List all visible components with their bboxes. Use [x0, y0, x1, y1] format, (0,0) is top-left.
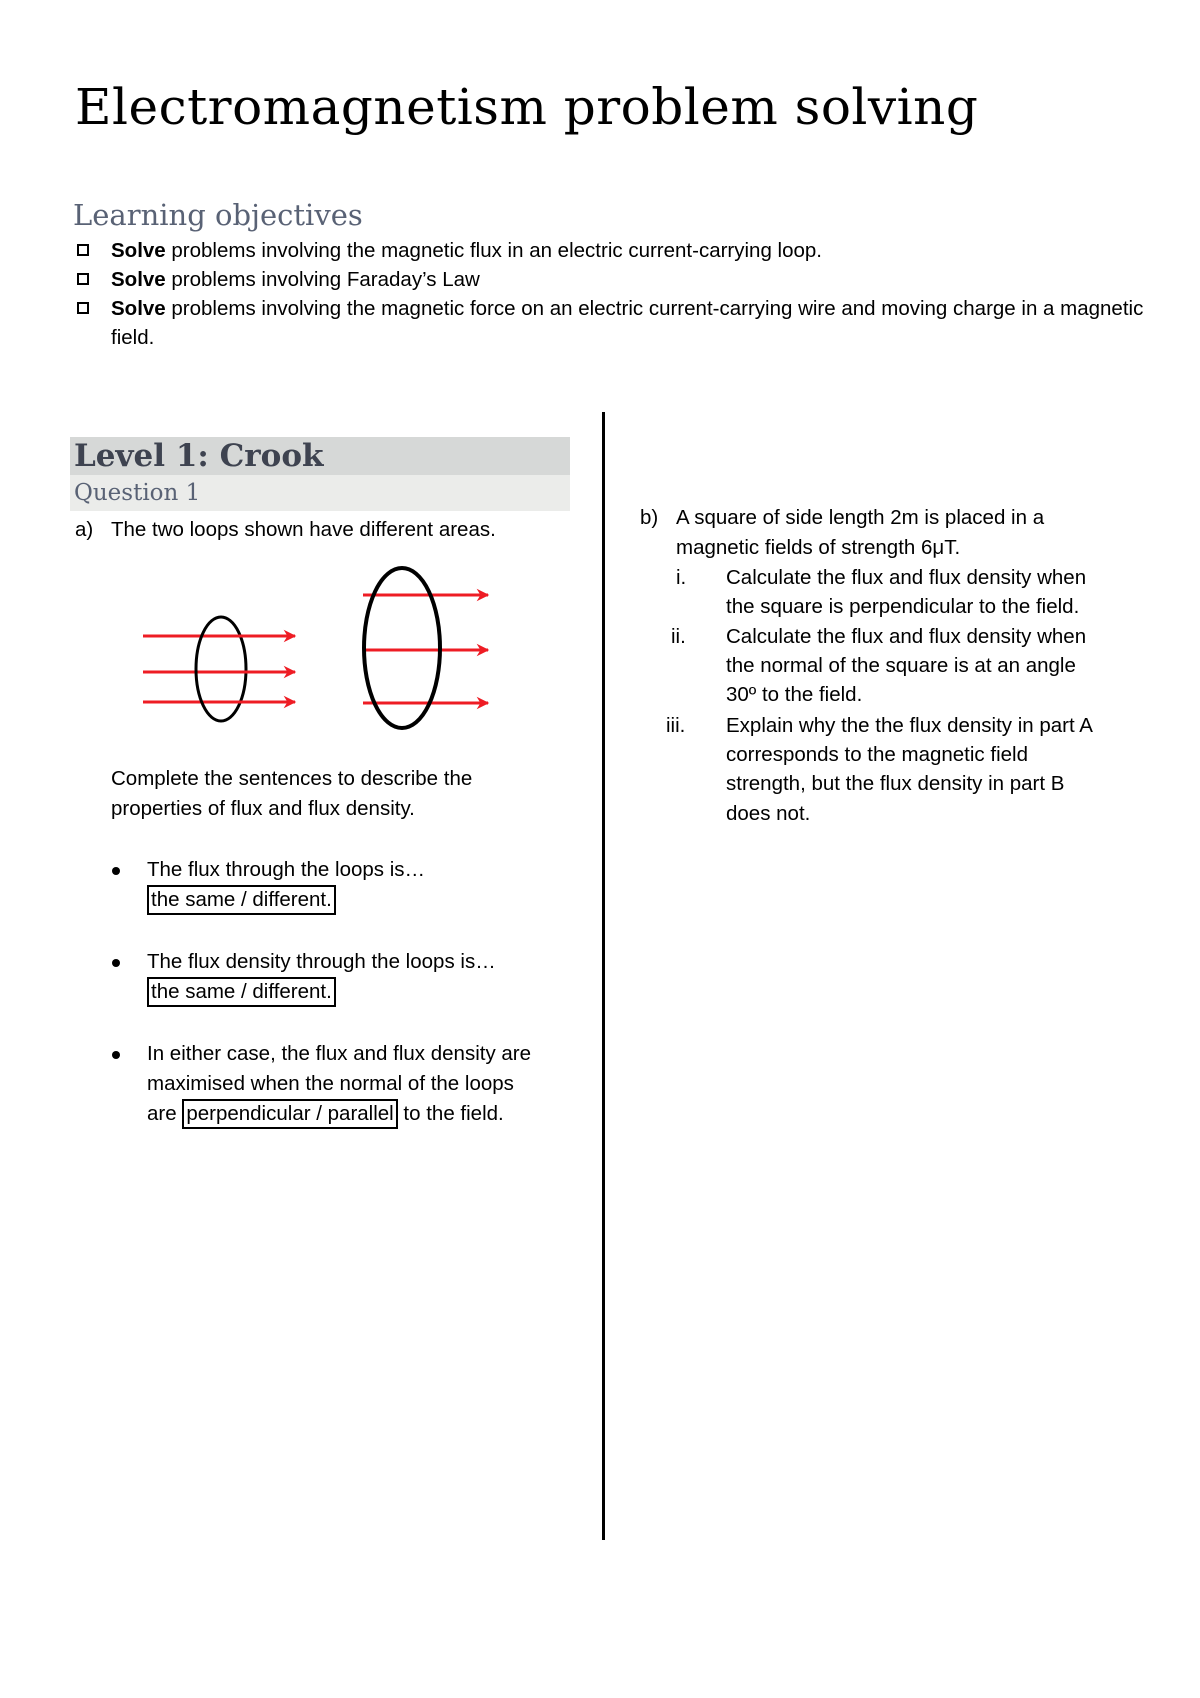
sub-ii-line-3: 30º to the field. [726, 683, 863, 706]
small-loop [196, 617, 246, 721]
part-b-line-2: magnetic fields of strength 6μT. [676, 536, 961, 559]
part-b-label: b) [640, 506, 659, 529]
level-heading: Level 1: Crook [74, 438, 324, 474]
part-b-line-1: A square of side length 2m is placed in a [676, 506, 1045, 529]
sub-i-line-2: the square is perpendicular to the field. [726, 595, 1080, 618]
sub-ii-line-1: Calculate the flux and flux density when [726, 625, 1087, 648]
instruction-line-1: Complete the sentences to describe the [111, 767, 473, 790]
objective-verb: Solve [111, 239, 166, 262]
sub-iii-line-3: strength, but the flux density in part B [726, 772, 1065, 795]
learning-objectives-heading: Learning objectives [73, 198, 363, 232]
checkbox-icon [77, 273, 89, 285]
bullet-3-line-2: maximised when the normal of the loops [147, 1072, 514, 1095]
sub-iii-label: iii. [666, 714, 686, 737]
bullet-1-text: The flux through the loops is… [147, 858, 426, 881]
objective-text: problems involving the magnetic force on an electric current-carrying wire and moving charge in a magnetic field. [111, 297, 1144, 349]
small-loop-field-lines [143, 636, 238, 702]
bullet-3-line-1: In either case, the flux and flux density are [147, 1042, 532, 1065]
sub-ii-label: ii. [671, 625, 686, 648]
objective-text: problems involving Faraday’s Law [165, 268, 480, 291]
objective-text: problems involving the magnetic flux in an electric current-carrying loop. [165, 239, 823, 262]
part-a-label: a) [75, 518, 94, 541]
bullet-3-prefix: are [147, 1102, 183, 1125]
objective-item [75, 236, 1145, 265]
bullet-icon [112, 1051, 120, 1059]
bullet-icon [112, 867, 120, 875]
sub-iii-line-2: corresponds to the magnetic field [726, 743, 1028, 766]
sub-iii-line-4: does not. [726, 802, 811, 825]
objective-item [75, 265, 1145, 294]
objective-verb: Solve [111, 268, 166, 291]
checkbox-icon [77, 244, 89, 256]
page-title: Electromagnetism problem solving [75, 78, 979, 136]
sub-ii-line-2: the normal of the square is at an angle [726, 654, 1076, 677]
large-loop-field-lines [363, 595, 488, 703]
bullet-icon [112, 959, 120, 967]
checkbox-icon [77, 302, 89, 314]
question-heading: Question 1 [74, 480, 201, 506]
bullet-3-line-3 [147, 1099, 504, 1129]
sub-iii-line-1: Explain why the the flux density in part A [726, 714, 1093, 737]
objective-verb: Solve [111, 297, 166, 320]
sub-i-label: i. [676, 566, 687, 589]
objectives-list [75, 236, 1145, 352]
bullet-1-choice-box: the same / different. [147, 885, 336, 915]
bullet-2-text: The flux density through the loops is… [147, 950, 496, 973]
instruction-line-2: properties of flux and flux density. [111, 797, 415, 820]
sub-i-line-1: Calculate the flux and flux density when [726, 566, 1087, 589]
objective-item [75, 294, 1145, 352]
part-a-text: The two loops shown have different areas. [111, 518, 496, 541]
flux-loops-diagram [138, 560, 508, 735]
column-divider [602, 412, 605, 1540]
bullet-2-choice-box: the same / different. [147, 977, 336, 1007]
bullet-3-suffix: to the field. [397, 1102, 504, 1125]
bullet-3-choice-box: perpendicular / parallel [182, 1099, 397, 1129]
